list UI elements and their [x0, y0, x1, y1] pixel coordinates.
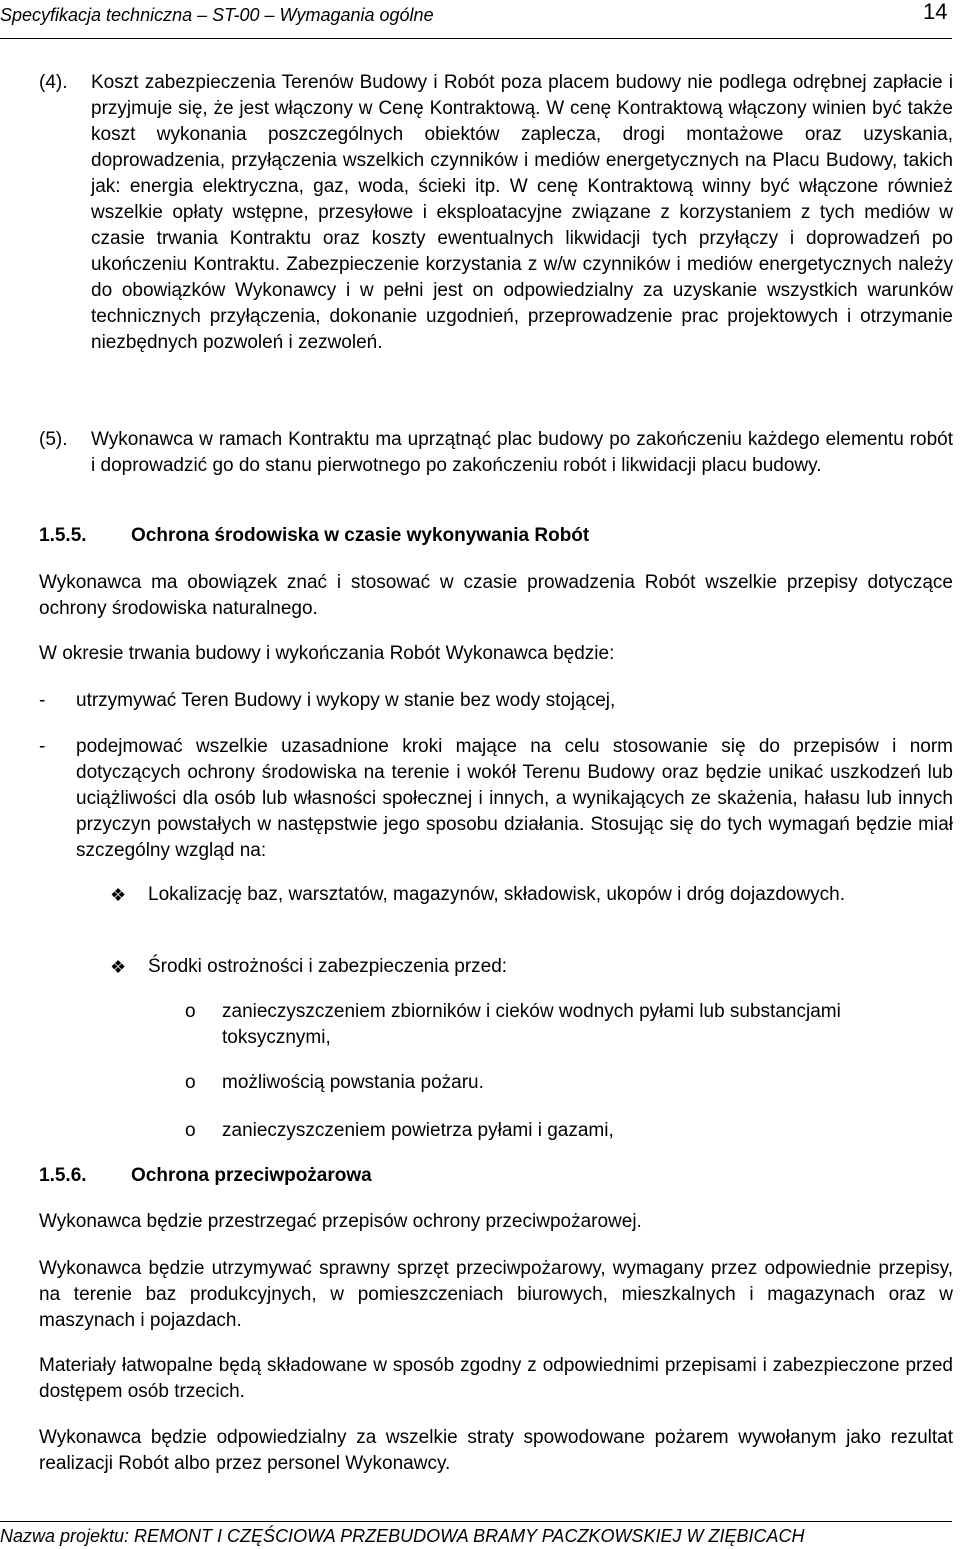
dash-marker: - — [39, 736, 46, 757]
list-item-text: podejmować wszelkie uzasadnione kroki mające na celu stosowanie się do przepisów i norm dotyczących ochrony środowiska na terenie i wokół Terenu Budowy oraz będzie unikać uszkodzeń lub uciążliwości dla osób lub własności społecznej i innych, a wynikających ze skażenia, hałasu lub innych przyczyn powstałych w następstwie jego sposobu działania. Stosując się do tych wymagań będzie miał szczególny wzgląd na: — [76, 736, 953, 861]
circle-bullet-icon: o — [185, 1120, 196, 1141]
paragraph: Wykonawca będzie utrzymywać sprawny sprzęt przeciwpożarowy, wymagany przez odpowiednie przepisy, na terenie baz produkcyjnych, w pomieszczeniach biurowych, mieszkalnych i magazynach oraz w maszynach i pojazdach. — [39, 1258, 953, 1331]
paragraph: Wykonawca ma obowiązek znać i stosować w czasie prowadzenia Robót wszelkie przepisy dotyczące ochrony środowiska naturalnego. — [39, 572, 953, 619]
header-divider — [0, 38, 952, 39]
document-title: Specyfikacja techniczna – ST-00 – Wymagania ogólne — [0, 5, 434, 25]
item-text: Wykonawca w ramach Kontraktu ma uprzątnąć plac budowy po zakończeniu każdego elementu robót i doprowadzić go do stanu pierwotnego po zakończeniu robót i likwidacji placu budowy. — [91, 429, 953, 476]
section-title: Ochrona środowiska w czasie wykonywania Robót — [131, 525, 590, 546]
item-number: (4). — [39, 72, 68, 93]
circle-bullet-icon: o — [185, 1072, 196, 1093]
dash-marker: - — [39, 690, 46, 711]
project-name: Nazwa projektu: REMONT I CZĘŚCIOWA PRZEBUDOWA BRAMY PACZKOWSKIEJ W ZIĘBICACH — [0, 1526, 805, 1546]
section-number: 1.5.6. — [39, 1165, 87, 1186]
list-item-text: Środki ostrożności i zabezpieczenia przed: — [148, 956, 508, 977]
circle-bullet-icon: o — [185, 1001, 196, 1022]
page-number: 14 — [923, 0, 948, 24]
diamond-bullet-icon: ❖ — [110, 885, 127, 905]
list-item-text: Lokalizację baz, warsztatów, magazynów, składowisk, ukopów i dróg dojazdowych. — [148, 884, 846, 905]
item-text: Koszt zabezpieczenia Terenów Budowy i Robót poza placem budowy nie podlega odrębnej zapłacie i przyjmuje się, że jest włączony w Cenę Kontraktową. W cenę Kontraktową włączony winien być także koszt wykonania poszczególnych obiektów zaplecza, drogi montażowe oraz uzyskania, doprowadzenia, przyłączenia wszelkich czynników i mediów energetycznych na Placu Budowy, takich jak: energia elektryczna, gaz, woda, ścieki itp. W cenę Kontraktową winny być włączone również wszelkie opłaty wstępne, przesyłowe i eksploatacyjne związane z korzystaniem z tych mediów w czasie trwania Kontraktu oraz koszty ewentualnych likwidacji tych przyłączy i doprowadzeń po ukończeniu Kontraktu. Zabezpieczenie korzystania z w/w czynników i mediów energetycznych należy do obowiązków Wykonawcy i w pełni jest on odpowiedzialny za uzyskanie wszystkich warunków technicznych przyłączenia, dokonanie uzgodnień, przeprowadzenie prac projektowych i otrzymanie niezbędnych pozwoleń i zezwoleń. — [91, 72, 953, 353]
diamond-bullet-icon: ❖ — [110, 957, 127, 977]
section-number: 1.5.5. — [39, 525, 87, 546]
section-title: Ochrona przeciwpożarowa — [131, 1165, 372, 1186]
paragraph: W okresie trwania budowy i wykończania Robót Wykonawca będzie: — [39, 643, 615, 664]
list-item-text: zanieczyszczeniem zbiorników i cieków wodnych pyłami lub substancjami toksycznymi, — [222, 1001, 841, 1048]
paragraph: Wykonawca będzie odpowiedzialny za wszelkie straty spowodowane pożarem wywołanym jako rezultat realizacji Robót albo przez personel Wykonawcy. — [39, 1427, 953, 1474]
list-item-text: możliwością powstania pożaru. — [222, 1072, 484, 1093]
paragraph: Materiały łatwopalne będą składowane w sposób zgodny z odpowiednimi przepisami i zabezpieczone przed dostępem osób trzecich. — [39, 1355, 953, 1402]
list-item-text: utrzymywać Teren Budowy i wykopy w stanie bez wody stojącej, — [76, 690, 616, 711]
paragraph: Wykonawca będzie przestrzegać przepisów ochrony przeciwpożarowej. — [39, 1211, 642, 1232]
list-item-text: zanieczyszczeniem powietrza pyłami i gazami, — [222, 1120, 614, 1141]
footer-divider — [0, 1521, 952, 1522]
item-number: (5). — [39, 429, 68, 450]
